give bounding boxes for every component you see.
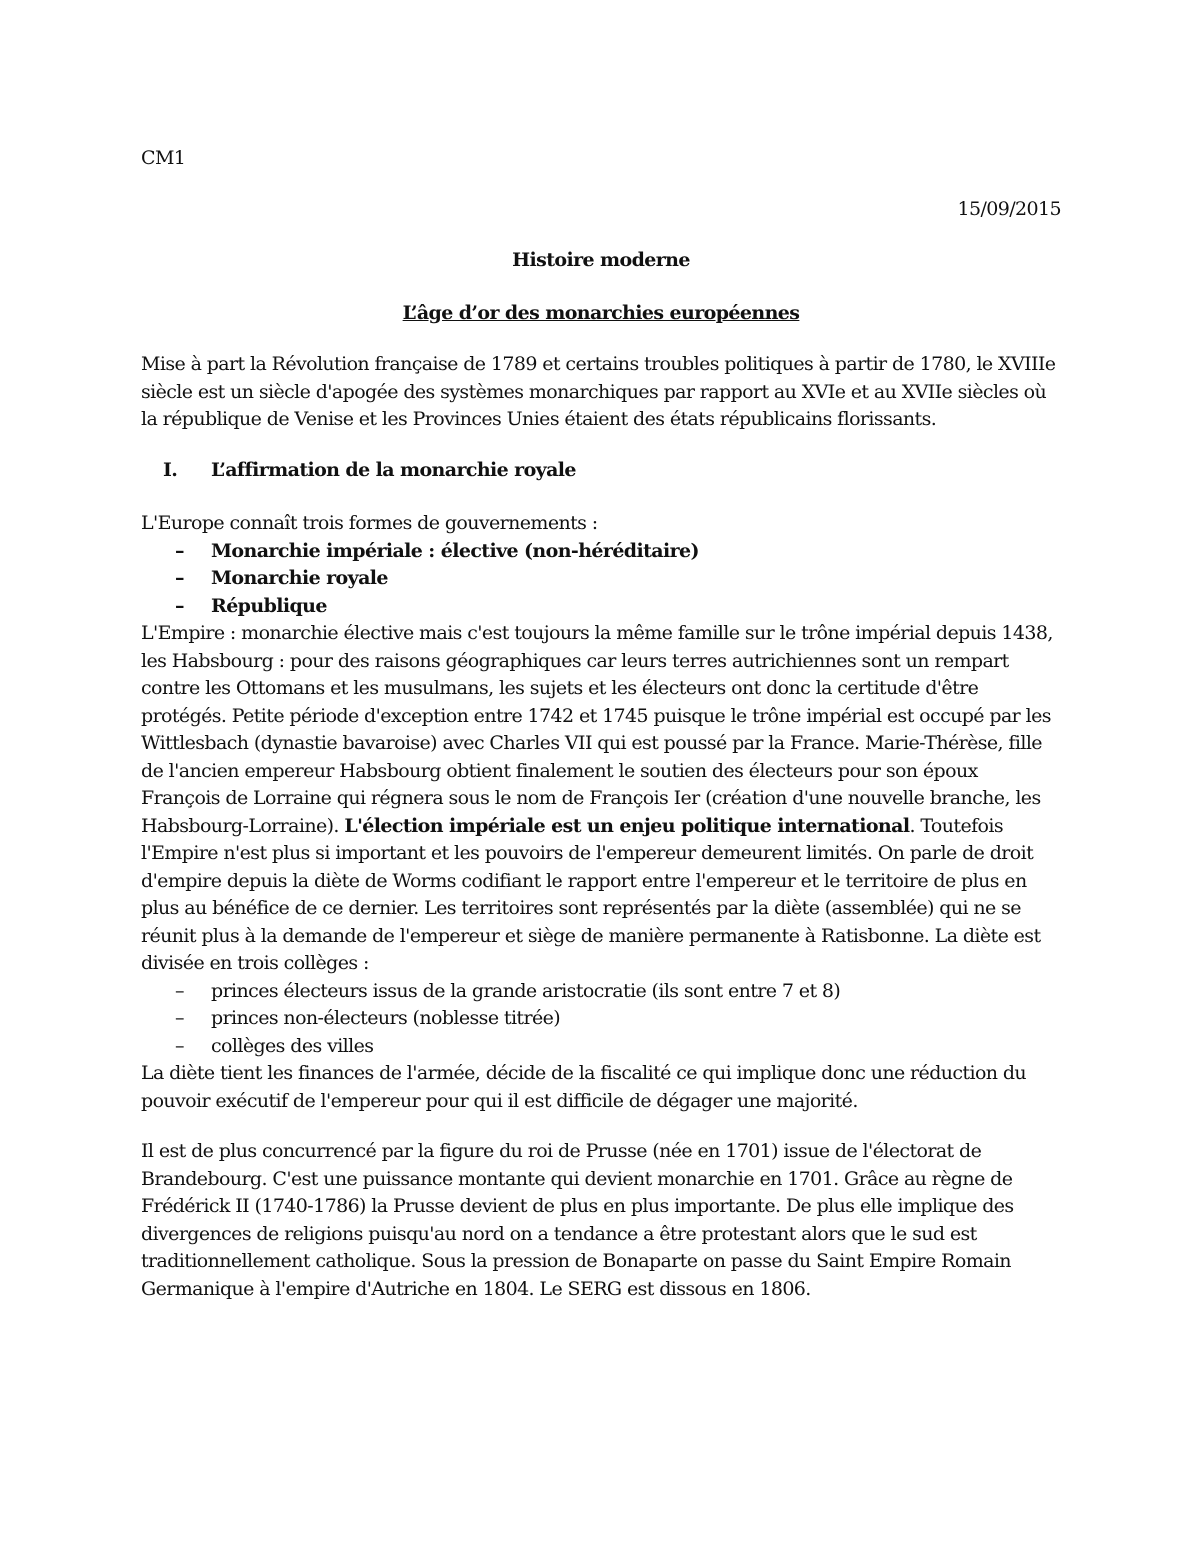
- intro-paragraph: Mise à part la Révolution française de 1789 et certains troubles politiques à partir de 1780, le XVIIIe siècle est un siècle d'apogée des systèmes monarchiques par rapport au XVIe et au XVIIe siècles où la république de Venise et les Provinces Unies étaient des états républicains florissants.: [141, 353, 1056, 430]
- course-label: CM1: [141, 147, 186, 169]
- dash-marker: –: [175, 539, 184, 562]
- dash-marker: –: [175, 979, 184, 1002]
- document-body: [141, 145, 1061, 1326]
- list-item-text: princes électeurs issus de la grande aristocratie (ils sont entre 7 et 8): [211, 979, 841, 1002]
- document-subject: Histoire moderne: [512, 249, 690, 271]
- diet-paragraph: La diète tient les finances de l'armée, décide de la fiscalité ce qui implique donc une réduction du pouvoir exécutif de l'empereur pour qui il est difficile de dégager une majorité.: [141, 1062, 1027, 1112]
- document-date: 15/09/2015: [957, 197, 1061, 220]
- list-item: [141, 978, 1061, 1006]
- prussia-paragraph: Il est de plus concurrencé par la figure du roi de Prusse (née en 1701) issue de l'électorat de Brandebourg. C'est une puissance montante qui devient monarchie en 1701. Grâce au règne de Frédérick II (1740-1786) la Prusse devient de plus en plus importante. De plus elle implique des divergences de religions puisqu'au nord on a tendance a être protestant alors que le sud est traditionnellement catholique. Sous la pression de Bonaparte on passe du Saint Empire Romain Germanique à l'empire d'Autriche en 1804. Le SERG est dissous en 1806.: [141, 1140, 1014, 1300]
- document-title: L’âge d’or des monarchies européennes: [402, 301, 800, 324]
- list-item: [141, 1005, 1061, 1033]
- list-item-text: Monarchie royale: [211, 567, 388, 589]
- empire-text-part1: L'Empire : monarchie élective mais c'est toujours la même famille sur le trône impérial depuis 1438, les Habsbourg : pour des raisons géographiques car leurs terres autrichiennes sont un rempart contre les Ottomans et les musulmans, les sujets et les électeurs ont donc la certitude d'être protégés. Petite période d'exception entre 1742 et 1745 puisque le trône impérial est occupé par les Wittlesbach (dynastie bavaroise) avec Charles VII qui est poussé par la France. Marie-Thérèse, fille de l'ancien empereur Habsbourg obtient finalement le soutien des électeurs pour son époux François de Lorraine qui régnera sous le nom de François Ier (création d'une nouvelle branche, les Habsbourg-Lorraine).: [141, 622, 1053, 837]
- government-forms-list: [141, 538, 1061, 621]
- list-item: [141, 1033, 1061, 1061]
- section-title: L’affirmation de la monarchie royale: [211, 458, 576, 481]
- dash-marker: –: [175, 1007, 184, 1029]
- list-item: [141, 538, 1061, 566]
- list-item-text: princes non-électeurs (noblesse titrée): [211, 1007, 561, 1029]
- dash-marker: –: [175, 594, 184, 617]
- list-item-text: Monarchie impériale : élective (non-héréditaire): [211, 539, 699, 562]
- section-heading: [141, 457, 1061, 485]
- section-number: I.: [163, 458, 178, 481]
- list-item-text: collèges des villes: [211, 1034, 374, 1057]
- empire-paragraph: [141, 620, 1061, 978]
- empire-text-emphasis: L'élection impériale est un enjeu politique international: [344, 814, 910, 837]
- dash-marker: –: [175, 1034, 184, 1057]
- list-item-text: République: [211, 594, 327, 617]
- list-item: [141, 593, 1061, 621]
- colleges-list: [141, 978, 1061, 1061]
- empire-text-part2: . Toutefois l'Empire n'est plus si important et les pouvoirs de l'empereur demeurent limités. On parle de droit d'empire depuis la diète de Worms codifiant le rapport entre l'empereur et le territoire de plus en plus au bénéfice de ce dernier. Les territoires sont représentés par la diète (assemblée) qui ne se réunit plus à la demande de l'empereur et siège de manière permanente à Ratisbonne. La diète est divisée en trois collèges :: [141, 814, 1041, 974]
- dash-marker: –: [175, 567, 184, 589]
- forms-lead: L'Europe connaît trois formes de gouvernements :: [141, 512, 598, 534]
- list-item: [141, 565, 1061, 593]
